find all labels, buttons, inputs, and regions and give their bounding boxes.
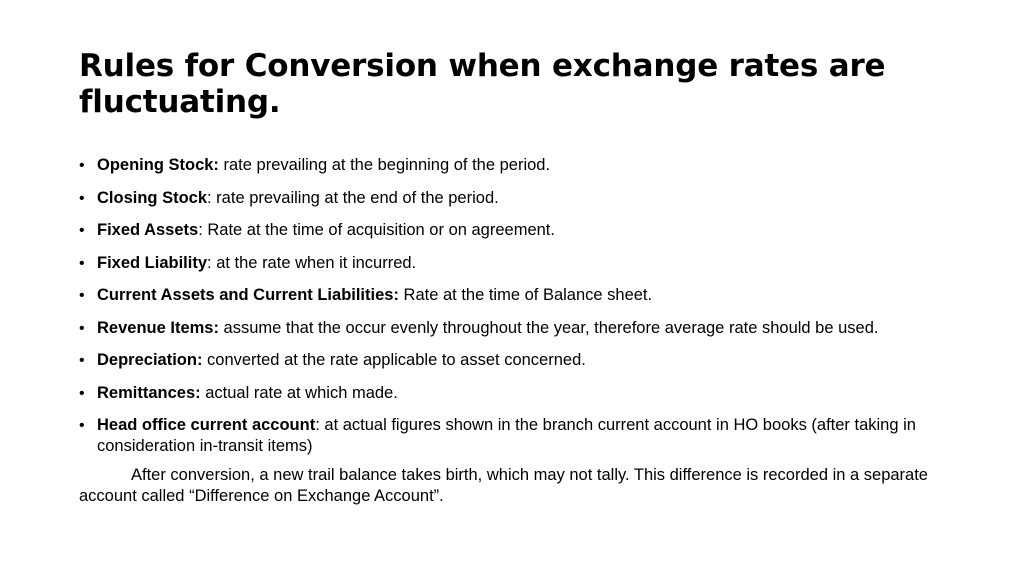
bullet-text: assume that the occur evenly throughout the year, therefore average rate should be used. [218, 318, 879, 337]
bullet-item-current-assets-liabilities [79, 285, 949, 306]
bullet-icon: • [79, 319, 85, 337]
bullet-item-closing-stock [79, 188, 949, 209]
bullet-text: Rate at the time of Balance sheet. [398, 286, 653, 304]
bullet-term: Opening Stock: [97, 156, 219, 174]
slide-body [79, 155, 949, 507]
bullet-term: Closing Stock [97, 188, 208, 207]
bullet-icon: • [79, 417, 85, 434]
bullet-text: actual rate at which made. [200, 383, 398, 402]
bullet-item-opening-stock [79, 155, 949, 176]
bullet-icon: • [79, 189, 85, 207]
closing-paragraph: After conversion, a new trail balance takes birth, which may not tally. This difference is recorded in a separate account called “Difference on Exchange Account”. [79, 466, 928, 505]
bullet-item-remittances [79, 383, 949, 404]
bullet-term: Fixed Assets [97, 221, 199, 239]
bullet-term: Depreciation: [97, 351, 203, 369]
bullet-icon: • [79, 384, 85, 402]
bullet-icon: • [79, 157, 85, 174]
bullet-term: Current Assets and Current Liabilities: [97, 286, 399, 304]
bullet-item-fixed-liability [79, 253, 949, 274]
bullet-item-fixed-assets [79, 220, 949, 241]
bullet-text: rate prevailing at the beginning of the period. [218, 156, 551, 174]
bullet-text: : at actual figures shown in the branch current account in HO books (after taking in consideration in-transit items) [97, 416, 916, 455]
bullet-text: : at the rate when it incurred. [207, 253, 417, 272]
bullet-icon: • [79, 254, 85, 272]
bullet-term: Fixed Liability [97, 253, 208, 272]
bullet-text: : Rate at the time of acquisition or on agreement. [198, 221, 555, 239]
bullet-icon: • [79, 222, 85, 239]
bullet-item-revenue-items [79, 318, 949, 339]
slide-title: Rules for Conversion when exchange rates are fluctuating. [79, 48, 886, 120]
bullet-term: Remittances: [97, 383, 201, 402]
bullet-text: converted at the rate applicable to asset concerned. [202, 351, 586, 369]
bullet-text: : rate prevailing at the end of the period. [207, 188, 499, 207]
bullet-term: Revenue Items: [97, 318, 219, 337]
bullet-icon: • [79, 352, 85, 369]
bullet-icon: • [79, 287, 85, 304]
bullet-item-depreciation [79, 350, 949, 371]
bullet-list [79, 155, 949, 457]
bullet-term: Head office current account [97, 416, 316, 434]
bullet-item-head-office-account [79, 415, 949, 457]
